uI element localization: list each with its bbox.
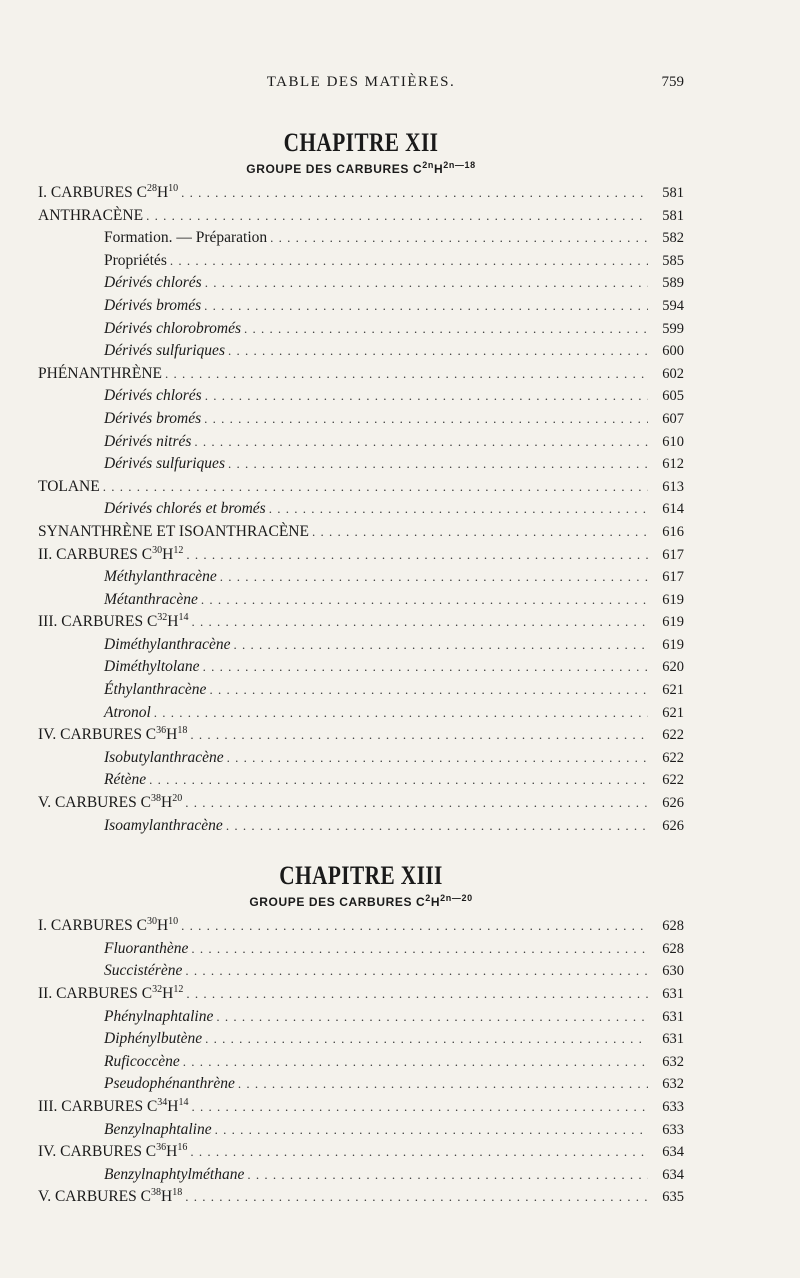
toc-entry-page: 631 [662, 1031, 684, 1048]
toc-entry [38, 679, 684, 702]
dot-leader [228, 340, 648, 362]
dot-leader [191, 1096, 648, 1118]
toc-entry-page: 630 [662, 963, 684, 980]
toc-entry-label: III. CARBURES $C^{34}H^{14}$ [38, 1096, 189, 1115]
dot-leader [170, 250, 648, 272]
formula-sup: 20 [172, 792, 183, 804]
toc-entry-page: 617 [662, 569, 684, 586]
toc-entry-label: PHÉNANTHRÈNE [38, 364, 162, 382]
toc-entry-page: 602 [662, 365, 684, 382]
toc-entry [38, 1051, 684, 1074]
toc-entry [38, 521, 684, 544]
toc-entry [38, 227, 684, 250]
toc-entry-label: ANTHRACÈNE [38, 206, 144, 224]
toc-entry-label: Éthylanthracène [104, 681, 207, 699]
dot-leader [149, 769, 648, 791]
toc-entry [38, 182, 684, 205]
toc-entry-page: 628 [662, 918, 684, 935]
toc-entry-page: 600 [662, 343, 684, 360]
dot-leader [181, 915, 648, 937]
toc-entry-page: 622 [662, 727, 684, 744]
toc-entry-label: Rétène [104, 771, 147, 789]
toc-entry-label: Dérivés chlorobromés [104, 319, 242, 337]
dot-leader [205, 385, 648, 407]
toc-entry-page: 613 [662, 478, 684, 495]
toc-entry-label: Pseudophénanthrène [104, 1075, 235, 1093]
dot-leader [186, 983, 648, 1005]
toc-entry-page: 634 [662, 1144, 684, 1161]
toc-entry-label: Phénylnaphtaline [104, 1007, 214, 1025]
toc-entry-label: Diméthylanthracène [104, 635, 231, 653]
toc-entry [38, 747, 684, 770]
toc-entry [38, 815, 684, 838]
dot-leader [234, 634, 648, 656]
toc-entry-label: Benzylnaphtylméthane [104, 1165, 245, 1183]
formula-sup: 12 [173, 983, 184, 995]
toc-entry [38, 318, 684, 341]
dot-leader [205, 272, 648, 294]
formula-sup: 10 [168, 182, 179, 194]
toc-entry-page: 594 [662, 297, 684, 314]
group-sup-2: 2n—18 [443, 160, 476, 170]
toc-entry [38, 566, 684, 589]
running-head [38, 66, 684, 106]
toc-entry-label: I. CARBURES $C^{30}H^{10}$ [38, 916, 179, 935]
toc-entry-label: Isoamylanthracène [104, 816, 223, 834]
toc-entry-label: SYNANTHRÈNE ET ISOANTHRACÈNE [38, 522, 309, 540]
toc-entry-label: Formation. — Préparation [104, 229, 268, 247]
formula-sup: 32 [152, 983, 163, 995]
group-sup-2: 2n—20 [440, 893, 473, 904]
toc-entry-page: 581 [662, 207, 684, 224]
toc-entry-page: 589 [662, 275, 684, 292]
toc-entry-label: Dérivés sulfuriques [104, 342, 225, 360]
toc-entry [38, 611, 684, 634]
dot-leader [194, 431, 648, 453]
dot-leader [269, 498, 648, 520]
dot-leader [228, 453, 648, 475]
dot-leader [216, 1006, 648, 1028]
dot-leader [186, 544, 648, 566]
formula-sup: 34 [157, 1096, 168, 1108]
toc-entry [38, 498, 684, 521]
toc-entry [38, 205, 684, 228]
group-sup-1: 2 [425, 893, 431, 904]
toc-entry-page: 620 [662, 659, 684, 676]
group-sup-1: 2n [422, 160, 434, 170]
toc-entry-page: 633 [662, 1098, 684, 1115]
toc-entry-page: 585 [662, 252, 684, 269]
toc-entry-label: Propriétés [104, 251, 167, 269]
dot-leader [201, 589, 648, 611]
toc-entry-label: II. CARBURES $C^{30}H^{12}$ [38, 544, 184, 563]
group-title: GROUPE DES CARBURES $C^2H^{2n—20}$ [249, 893, 473, 910]
toc-entry [38, 363, 684, 386]
toc-entry [38, 589, 684, 612]
toc-entry [38, 1028, 684, 1051]
toc-list [38, 915, 684, 1209]
toc-entry-label: V. CARBURES $C^{38}H^{18}$ [38, 1187, 183, 1206]
toc-entry-label: Diméthyltolane [104, 658, 200, 676]
toc-entry-label: Dérivés bromés [104, 296, 202, 314]
toc-entry-label: Dérivés chlorés et bromés [104, 500, 266, 518]
toc-entry-page: 632 [662, 1076, 684, 1093]
formula-sup: 30 [146, 916, 157, 928]
dot-leader [312, 521, 648, 543]
toc-entry-page: 619 [662, 614, 684, 631]
formula-sup: 10 [168, 916, 179, 928]
toc-entry-label: Diphénylbutène [104, 1030, 203, 1048]
toc-entry [38, 1096, 684, 1119]
toc-entry-label: Dérivés sulfuriques [104, 455, 225, 473]
toc-entry [38, 295, 684, 318]
dot-leader [227, 747, 648, 769]
toc-entry [38, 476, 684, 499]
dot-leader [165, 363, 648, 385]
toc-entry [38, 1119, 684, 1142]
formula-sup: 14 [178, 612, 189, 624]
chapter-section [38, 859, 684, 1209]
toc-entry-page: 617 [662, 546, 684, 563]
toc-entry [38, 1073, 684, 1096]
toc-entry [38, 702, 684, 725]
formula-sup: 30 [152, 544, 163, 556]
dot-leader [244, 318, 648, 340]
toc-entry-page: 621 [662, 704, 684, 721]
toc-entry-label: Méthylanthracène [104, 568, 217, 586]
toc-entry-page: 619 [662, 591, 684, 608]
toc-entry-label: Ruficoccène [104, 1052, 180, 1070]
toc-entry [38, 724, 684, 747]
toc-entry-label: Dérivés nitrés [104, 432, 192, 450]
toc-entry-page: 619 [662, 636, 684, 653]
toc-entry [38, 544, 684, 567]
formula-sup: 14 [178, 1096, 189, 1108]
formula-sup: 38 [151, 792, 161, 804]
toc-entry [38, 272, 684, 295]
dot-leader [204, 295, 648, 317]
toc-entry-label: Dérivés chlorés [104, 274, 202, 292]
toc-entry [38, 1164, 684, 1187]
toc-entry-page: 622 [662, 772, 684, 789]
toc-entry-page: 614 [662, 501, 684, 518]
chapters [38, 126, 684, 1209]
toc-entry [38, 983, 684, 1006]
dot-leader [203, 656, 648, 678]
dot-leader [185, 1186, 648, 1208]
toc-entry-label: II. CARBURES $C^{32}H^{12}$ [38, 983, 184, 1002]
dot-leader [191, 938, 648, 960]
dot-leader [204, 408, 648, 430]
toc-entry-page: 582 [662, 230, 684, 247]
formula-sup: 12 [173, 544, 184, 556]
toc-entry [38, 656, 684, 679]
toc-entry-label: III. CARBURES $C^{32}H^{14}$ [38, 612, 189, 631]
toc-entry-label: IV. CARBURES $C^{36}H^{16}$ [38, 1142, 188, 1161]
toc-entry-page: 633 [662, 1121, 684, 1138]
dot-leader [103, 476, 648, 498]
toc-entry-page: 631 [662, 1008, 684, 1025]
toc-entry-page: 631 [662, 986, 684, 1002]
toc-entry-label: Atronol [104, 703, 151, 721]
toc-entry-page: 616 [662, 523, 684, 540]
formula-sup: 18 [172, 1187, 183, 1199]
chapter-section [38, 126, 684, 837]
dot-leader [270, 227, 648, 249]
dot-leader [226, 815, 648, 837]
chapter-title: CHAPITRE XIII [279, 861, 443, 891]
toc-page [38, 66, 684, 1209]
toc-entry [38, 792, 684, 815]
dot-leader [191, 611, 648, 633]
dot-leader [154, 702, 648, 724]
formula-sup: 18 [177, 725, 188, 737]
toc-entry-page: 626 [662, 817, 684, 834]
toc-entry-label: I. CARBURES $C^{28}H^{10}$ [38, 182, 179, 201]
toc-entry [38, 938, 684, 961]
toc-entry [38, 431, 684, 454]
dot-leader [215, 1119, 648, 1141]
toc-entry [38, 385, 684, 408]
toc-entry-page: 610 [662, 433, 684, 450]
toc-entry-label: Benzylnaphtaline [104, 1120, 212, 1138]
toc-entry-label: TOLANE [38, 477, 100, 495]
group-title: GROUPE DES CARBURES $C^{2n}H^{2n—18}$ [246, 160, 476, 176]
dot-leader [181, 182, 648, 204]
toc-entry-page: 621 [662, 682, 684, 699]
toc-entry [38, 915, 684, 938]
toc-entry-label: Dérivés bromés [104, 409, 202, 427]
toc-entry-label: Métanthracène [104, 590, 198, 608]
toc-entry [38, 250, 684, 273]
toc-entry-page: 626 [662, 795, 684, 812]
formula-sup: 32 [157, 612, 168, 624]
page-number: 759 [661, 74, 684, 90]
formula-sup: 28 [146, 182, 157, 194]
formula-sup: 36 [156, 1142, 167, 1153]
toc-entry [38, 1186, 684, 1209]
dot-leader [209, 679, 648, 701]
running-head-title: TABLE DES MATIÈRES. [266, 74, 456, 90]
toc-entry [38, 453, 684, 476]
toc-entry-page: 635 [662, 1189, 684, 1206]
dot-leader [190, 1141, 648, 1163]
dot-leader [146, 205, 648, 227]
toc-entry-page: 634 [662, 1166, 684, 1183]
toc-entry-page: 612 [662, 456, 684, 473]
toc-entry [38, 960, 684, 983]
dot-leader [205, 1028, 648, 1050]
dot-leader [247, 1164, 648, 1186]
dot-leader [183, 1051, 648, 1073]
toc-entry-page: 605 [662, 388, 684, 405]
formula-sup: 38 [151, 1187, 161, 1199]
dot-leader [185, 960, 648, 982]
toc-entry-label: Succistérène [104, 962, 183, 980]
toc-list [38, 182, 684, 837]
dot-leader [220, 566, 648, 588]
toc-entry-page: 632 [662, 1053, 684, 1070]
formula-sup: 16 [177, 1142, 188, 1153]
toc-entry-label: V. CARBURES $C^{38}H^{20}$ [38, 792, 183, 812]
toc-entry [38, 769, 684, 792]
dot-leader [238, 1073, 648, 1095]
dot-leader [185, 792, 648, 814]
toc-entry [38, 1141, 684, 1164]
toc-entry-label: Fluoranthène [104, 939, 189, 957]
toc-entry [38, 634, 684, 657]
toc-entry-page: 599 [662, 320, 684, 337]
chapter-title: CHAPITRE XII [283, 128, 439, 157]
toc-entry [38, 408, 684, 431]
toc-entry-page: 581 [662, 185, 684, 201]
toc-entry-page: 607 [662, 410, 684, 427]
formula-sup: 36 [156, 725, 167, 737]
toc-entry-label: Dérivés chlorés [104, 387, 202, 405]
dot-leader [190, 724, 648, 746]
toc-entry-label: Isobutylanthracène [104, 748, 224, 766]
toc-entry-page: 622 [662, 749, 684, 766]
toc-entry [38, 340, 684, 363]
toc-entry [38, 1006, 684, 1029]
toc-entry-label: IV. CARBURES $C^{36}H^{18}$ [38, 725, 188, 744]
toc-entry-page: 628 [662, 940, 684, 957]
